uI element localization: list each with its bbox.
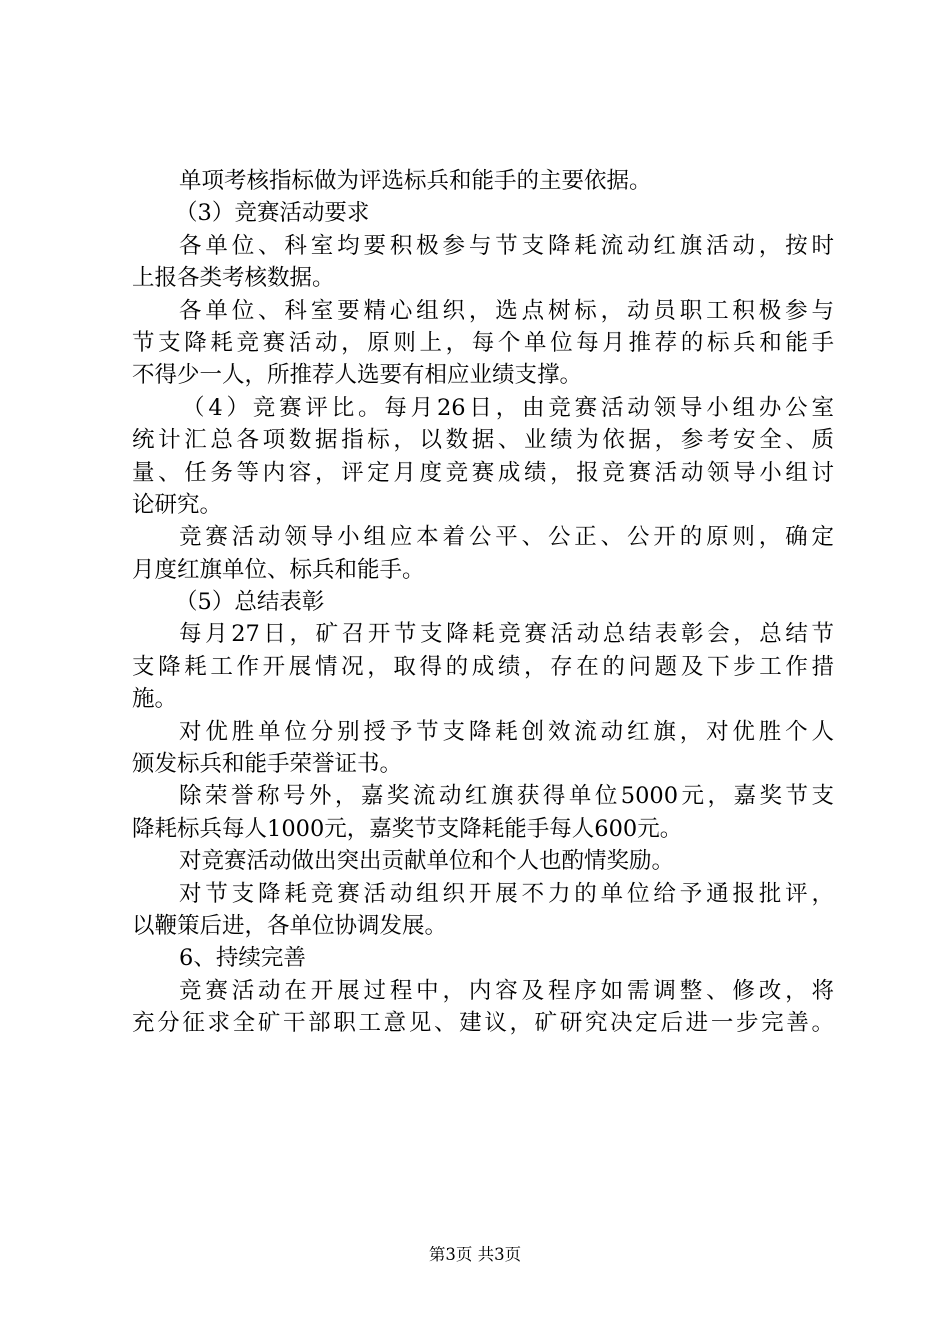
text-line: 对竞赛活动做出突出贡献单位和个人也酌情奖励。 <box>179 848 675 875</box>
text-line: 各单位、科室要精心组织，选点树标，动员职工积极参与 <box>179 297 834 324</box>
text-line: 充分征求全矿干部职工意见、建议，矿研究决定后进一步完善。 <box>132 1010 834 1037</box>
text-line: 统计汇总各项数据指标，以数据、业绩为依据，参考安全、质 <box>132 427 834 454</box>
text-line: 竞赛活动在开展过程中，内容及程序如需调整、修改，将 <box>179 977 834 1004</box>
text-line: 颁发标兵和能手荣誉证书。 <box>132 751 403 778</box>
text-line: 除荣誉称号外，嘉奖流动红旗获得单位5000元，嘉奖节支 <box>179 783 834 810</box>
text-line: 月度红旗单位、标兵和能手。 <box>132 556 425 583</box>
text-line: 每月27日，矿召开节支降耗竞赛活动总结表彰会，总结节 <box>179 621 834 648</box>
text-line: 对优胜单位分别授予节支降耗创效流动红旗，对优胜个人 <box>179 718 834 745</box>
text-line: 各单位、科室均要积极参与节支降耗流动红旗活动，按时 <box>179 232 834 259</box>
text-line: 支降耗工作开展情况，取得的成绩，存在的问题及下步工作措 <box>132 653 834 680</box>
text-line: 以鞭策后进，各单位协调发展。 <box>132 912 448 939</box>
section-heading: （5）总结表彰 <box>175 589 325 616</box>
text-line: 不得少一人，所推荐人选要有相应业绩支撑。 <box>132 362 583 389</box>
text-line: 施。 <box>132 686 178 713</box>
section-heading: 6、持续完善 <box>179 945 306 972</box>
text-line: （4）竞赛评比。每月26日，由竞赛活动领导小组办公室 <box>182 394 834 421</box>
text-line: 降耗标兵每人1000元，嘉奖节支降耗能手每人600元。 <box>132 815 683 842</box>
text-line: 竞赛活动领导小组应本着公平、公正、公开的原则，确定 <box>179 524 834 551</box>
text-line: 上报各类考核数据。 <box>132 265 335 292</box>
text-line: 节支降耗竞赛活动，原则上，每个单位每月推荐的标兵和能手 <box>132 329 834 356</box>
page-number: 第3页 共3页 <box>428 1245 522 1264</box>
section-heading: （3）竞赛活动要求 <box>175 200 370 227</box>
text-line: 对节支降耗竞赛活动组织开展不力的单位给予通报批评， <box>179 880 834 907</box>
document-body <box>132 165 834 1040</box>
text-line: 量、任务等内容，评定月度竞赛成绩，报竞赛活动领导小组讨 <box>132 459 834 486</box>
text-line: 单项考核指标做为评选标兵和能手的主要依据。 <box>179 168 652 194</box>
text-line: 论研究。 <box>132 491 223 518</box>
